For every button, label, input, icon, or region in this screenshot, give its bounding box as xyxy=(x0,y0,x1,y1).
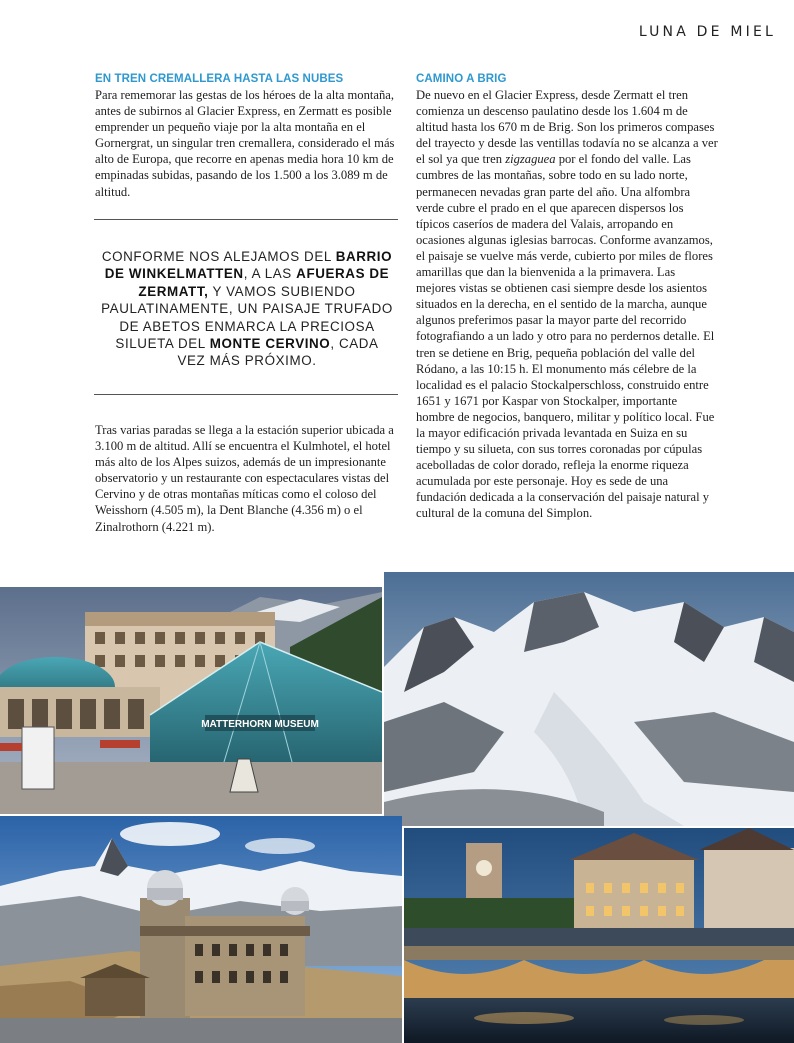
pull-quote-text-3: Y VAMOS SUBIENDO PAULATINAMENTE, UN PAISAJE TRUFADO DE ABETOS ENMARCA LA PRECIOSA SILUETA DEL xyxy=(101,283,393,352)
right-paragraph-end: por el fondo del valle. Las cumbres de las montañas, sobre todo en su lado norte, permanecen nevadas gran parte del año. Una alfombra verde cubre el prado en el que aparecen dispersos los típicos caseríos de madera del Valais, arropando en ocasiones algunas iglesias barrocas. Conforme avanzamos, el paisaje se vuelve más verde, cubierto por miles de flores amarillas que dan la bienvenida a la primavera. Las mejores vistas se obtienen casi siempre desde los asientos situados en la derecha, en el sentido de la marcha, aunque algunos preferimos pasar la mayor parte del recorrido fotografiando a un lado y otro para no perdernos detalle. El tren se detiene en Brig, pequeña población del valle del Ródano, a las 10:15 h. El monumento más célebre de la localidad es el palacio Stockalperschloss, construido entre 1651 y 1671 por Kaspar von Stockalper, importante hombre de negocios, banquero, militar y político local. Fue la mayor edificación privada levantada en Suiza en su tiempo y su silueta, con sus torres coronadas por cúpulas acebolladas de color dorado, refleja la enorme riqueza acumulada por este personaje. Hoy es sede de una fundación dedicada a la conservación del paisaje natural y cultural de la comuna del Simplon. xyxy=(416,152,715,521)
museum-sign-text: MATTERHORN MUSEUM xyxy=(201,719,319,730)
section-label: LUNA DE MIEL xyxy=(638,24,776,40)
divider-top xyxy=(94,219,398,220)
right-column xyxy=(416,72,718,522)
pull-quote-bold-2: AFUERAS DE ZERMATT, xyxy=(138,266,390,299)
photo-glacier xyxy=(384,572,794,826)
left-paragraph-2: Tras varias paradas se llega a la estación superior ubicada a 3.100 m de altitud. Allí se encuentra el Kulmhotel, el hotel más alto de los Alpes suizos, además de un impresionante observatorio y un restaurante con espectaculares vistas del Cervino y de otras montañas míticas como el coloso del Weisshorn (4.505 m), la Dent Blanche (4.356 m) o el Zinalrothorn (4.221 m). xyxy=(95,423,394,534)
left-column-top xyxy=(95,72,398,200)
right-paragraph-italic: zigzaguea xyxy=(505,152,556,167)
right-heading: CAMINO A BRIG xyxy=(416,73,507,85)
left-paragraph: Para rememorar las gestas de los héroes de la alta montaña, antes de subirnos al Glacier Express, en Zermatt es posible emprender un pequeño viaje por la alta montaña en el Gornergrat, un singular tren cremallera, considerado el más alto de Europa, que recorre en apenas media hora 10 km de empinadas subidas, pasando de los 1.500 a los 3.089 m de altitud. xyxy=(95,88,395,199)
divider-bottom xyxy=(94,394,398,395)
pull-quote-text-1: CONFORME NOS ALEJAMOS DEL xyxy=(101,249,336,264)
photo-matterhorn-museum xyxy=(0,587,382,814)
photo-brig-evening xyxy=(404,828,794,1043)
left-column-bottom xyxy=(95,422,398,535)
left-heading: EN TREN CREMALLERA HASTA LAS NUBES xyxy=(95,73,344,85)
photo-gornergrat xyxy=(0,816,402,1043)
right-paragraph xyxy=(416,87,718,522)
pull-quote-bold-3: MONTE CERVINO xyxy=(209,336,331,352)
pull-quote-text-4: , CADA VEZ MÁS PRÓXIMO. xyxy=(177,336,379,369)
pull-quote-text-2: , A LAS xyxy=(243,266,297,282)
right-paragraph-start: De nuevo en el Glacier Express, desde Zermatt el tren comienza un descenso paulatino desde los 1.604 m de altitud hasta los 670 m de Brig. Son los primeros compases del trayecto y desde las ventillas todavía no se alcanza a ver el sol ya que tren xyxy=(416,88,718,167)
pull-quote xyxy=(100,248,394,370)
pull-quote-bold-1: BARRIO DE WINKELMATTEN xyxy=(104,249,393,282)
